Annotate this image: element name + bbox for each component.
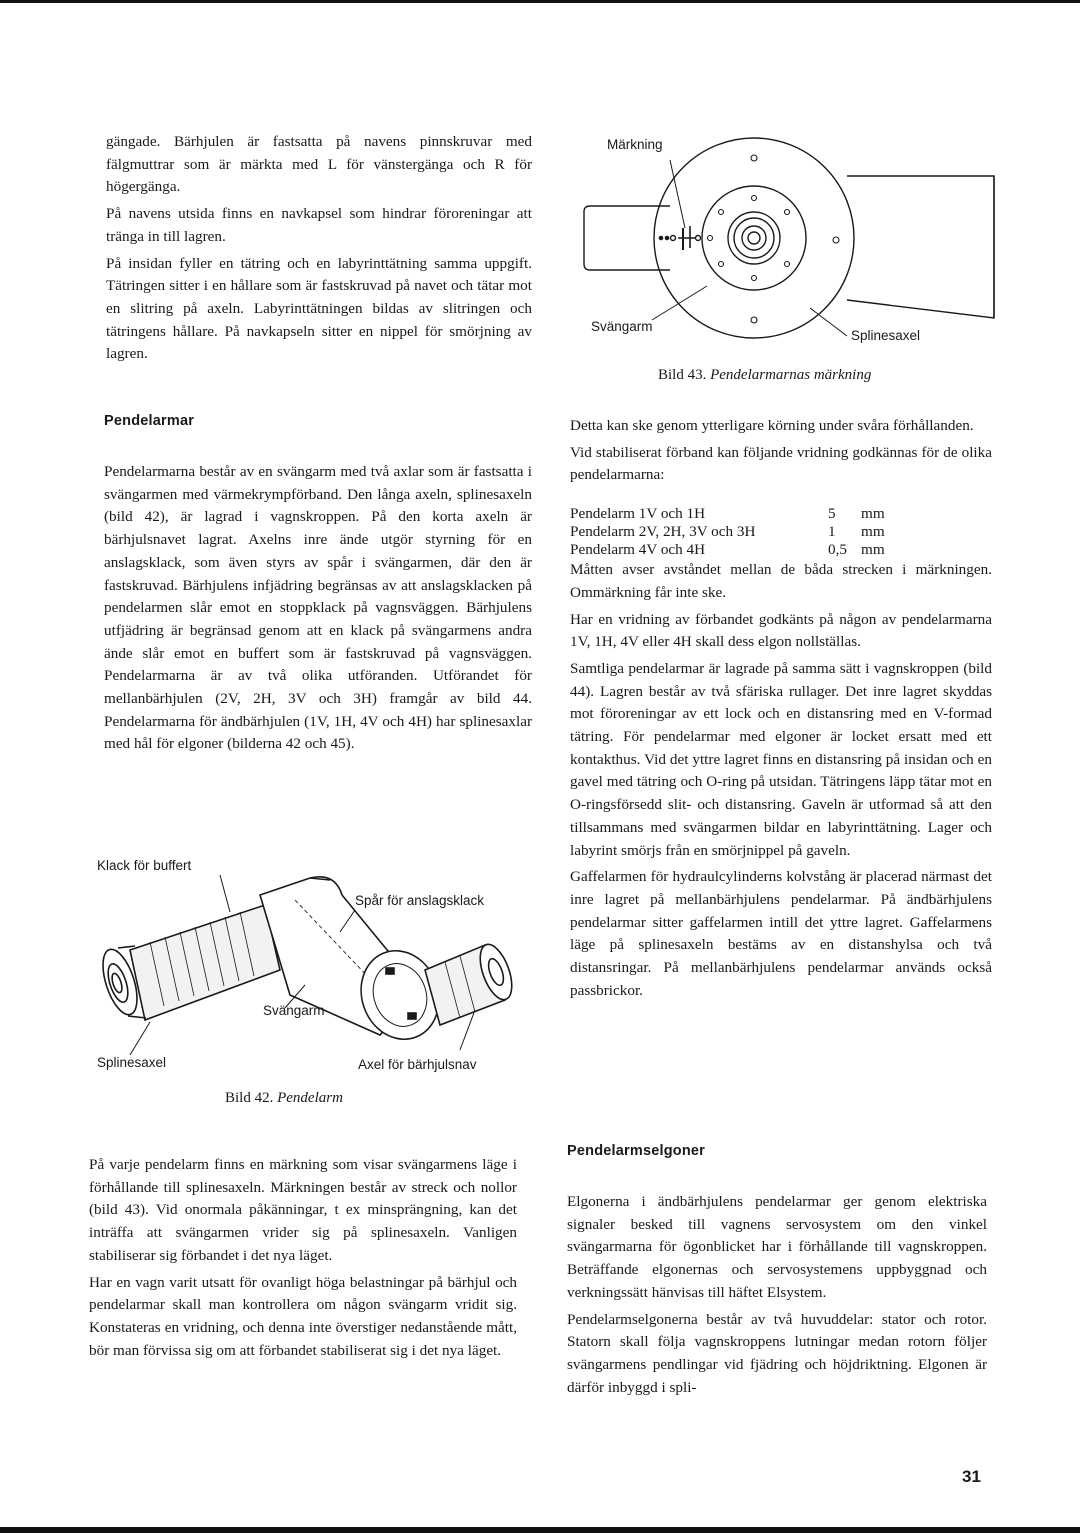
label-axel-for-barhjulsnav: Axel för bärhjulsnav bbox=[358, 1057, 477, 1072]
left-bottom bbox=[89, 1154, 517, 1366]
section-pendelarmar bbox=[104, 413, 532, 760]
table-row: Pendelarm 1V och 1H 5 mm bbox=[570, 505, 885, 523]
section-heading: Pendelarmar bbox=[104, 413, 195, 429]
paragraph: Pendelarmarna består av en svängarm med två axlar som är fastsatta i svängarmen med värmekrympförband. Den långa axeln, splinesaxeln (bild 42), är lagrad i vagnskroppen. På den korta axeln är bärhjulsnavet lagrat. Axelns inre ände utgör styrning för en anslagsklack, som även styrs av spår i svängarmen, där den är fastskruvad. Bärhjulens infjädring begränsas av att anslagsklacken på pendelarmen slår emot en stoppklack på vagnsväggen. Bärhjulens utfjädring är begränsad genom att en klack på svängarmens andra ände slår emot en buffert som är fastskruvad på vagnsväggen. Pendelarmarna är av två olika utföranden. Utförandet för mellanbärhjulen (2V, 2H, 3V och 3H) framgår av bild 44. Pendelarmarna för ändbärhjulen (1V, 1H, 4V och 4H) har splinesaxlar med hål för elgoner (bilderna 42 och 45). bbox=[104, 463, 532, 753]
paragraph: Pendelarmselgonerna består av två huvuddelar: stator och rotor. Statorn skall följa vagnskroppens lutningar medan rotorn följer svängarmens pendlingar vid fjädring och höjdriktning. Elgonen är därför inbyggd i spli- bbox=[567, 1310, 987, 1396]
paragraph: På insidan fyller en tätring och en labyrinttätning samma uppgift. Tätringen sitter i en hållare som är fastskruvad på navet och tätar mot en slitring på axeln. Labyrinttätningen bildas av slitringen och tätringens hållare. På navkapseln sitter en nippel för smörjning av lagren. bbox=[106, 254, 532, 363]
paragraph: Gaffelarmen för hydraulcylinderns kolvstång är placerad närmast det inre lagret på mellanbärhjulens pendelarmar. På ändbärhjulens pendelarmar sitter gaffelarmen intill det yttre lagret. Gaffelarmens läge på splinesaxeln bestäms av en distanshylsa och två distansringar. På mellanbärhjulens pendelarmar används också passbrickor. bbox=[570, 868, 992, 999]
label-splinesaxel: Splinesaxel bbox=[851, 328, 921, 343]
figure-42 bbox=[90, 850, 530, 1090]
figure-42-caption bbox=[225, 1090, 343, 1107]
caption-title: Pendelarm bbox=[277, 1090, 343, 1106]
label-svangarm: Svängarm bbox=[263, 1003, 325, 1018]
measurement-table bbox=[570, 505, 885, 559]
paragraph: På navens utsida finns en navkapsel som hindrar föroreningar att tränga in till lagren. bbox=[106, 205, 532, 245]
bottom-border bbox=[0, 1527, 1080, 1533]
label-spar-for-anslagsklack: Spår för anslagsklack bbox=[355, 893, 485, 908]
caption-prefix: Bild 42. bbox=[225, 1090, 274, 1106]
paragraph: Elgonerna i ändbärhjulens pendelarmar ger genom elektriska signaler besked till vagnens servosystem om den vinkel svängarmarna för ögonblicket har i förhållande till vagnskroppen. Beträffande elgonernas och servosystemens uppbyggnad och verkningssätt hänvisas till häftet Elsystem. bbox=[567, 1193, 987, 1301]
paragraph: Har en vagn varit utsatt för ovanligt höga belastningar på bärhjul och pendelarmar skall man kontrollera om någon svängarm vridit sig. Konstateras en vridning, och denna inte överstiger nedanstående mått, bör man förvissa sig om att förbandet stabiliserat sig i det nya läget. bbox=[89, 1273, 517, 1359]
top-border bbox=[0, 0, 1080, 3]
table-row: Pendelarm 4V och 4H 0,5 mm bbox=[570, 541, 885, 559]
section-pendelarmselgoner bbox=[567, 1143, 987, 1403]
paragraph: Vid stabiliserat förband kan följande vridning godkännas för de olika pendelarmarna: bbox=[570, 443, 992, 484]
paragraph: Måtten avser avståndet mellan de båda strecken i märkningen. Ommärkning får inte ske. bbox=[570, 561, 992, 601]
paragraph: Samtliga pendelarmar är lagrade på samma sätt i vagnskroppen (bild 44). Lagren består av två sfäriska rullager. Det inre lagret skyddas mot föroreningar av ett lock och en distansring med en V-formad tätring. För pendelarmar med elgoner är locket ersatt med ett kontakthus. Vid det yttre lagret finns en distansring på insidan och en gavel med tätring och O-ring på utsidan. Tätringens läpp tätar mot en O-ringsförsedd slit- och distansring. Gaveln är utformad så att den tillsammans med svängarmen bildar en labyrinttätning. Lager och labyrint smörjs från en smörjnippel på gaveln. bbox=[570, 659, 992, 859]
figure-43-caption bbox=[658, 367, 871, 384]
label-splinesaxel: Splinesaxel bbox=[97, 1055, 167, 1070]
paragraph: gängade. Bärhjulen är fastsatta på navens pinnskruvar med fälgmuttrar som är märkta med L för vänstergänga och R för högergänga. bbox=[106, 133, 532, 196]
paragraph: På varje pendelarm finns en märkning som visar svängarmens läge i förhållande till splinesaxeln. Märkningen består av streck och nollor (bild 43). Vid onormala påkänningar, t ex minsprängning, kan det inträffa att svängarmen vrider sig på splinesaxeln. Vanligen stabiliserar sig förbandet i det nya läget. bbox=[89, 1156, 517, 1264]
table-row: Pendelarm 2V, 2H, 3V och 3H 1 mm bbox=[570, 523, 885, 541]
label-klack-for-buffert: Klack för buffert bbox=[97, 858, 192, 873]
page-number: 31 bbox=[962, 1467, 981, 1486]
paragraph: Har en vridning av förbandet godkänts på någon av pendelarmarna 1V, 1H, 4V eller 4H skall dess elgon nollställas. bbox=[570, 610, 992, 651]
caption-prefix: Bild 43. bbox=[658, 367, 707, 383]
section-heading: Pendelarmselgoner bbox=[567, 1143, 705, 1159]
pendelarm-illustration bbox=[90, 850, 530, 1090]
label-svangarm: Svängarm bbox=[591, 319, 653, 334]
label-markning: Märkning bbox=[607, 137, 663, 152]
left-intro bbox=[106, 131, 532, 370]
caption-title: Pendelarmarnas märkning bbox=[710, 367, 872, 383]
right-column bbox=[570, 415, 992, 1006]
paragraph: Detta kan ske genom ytterligare körning under svåra förhållanden. bbox=[570, 417, 974, 434]
